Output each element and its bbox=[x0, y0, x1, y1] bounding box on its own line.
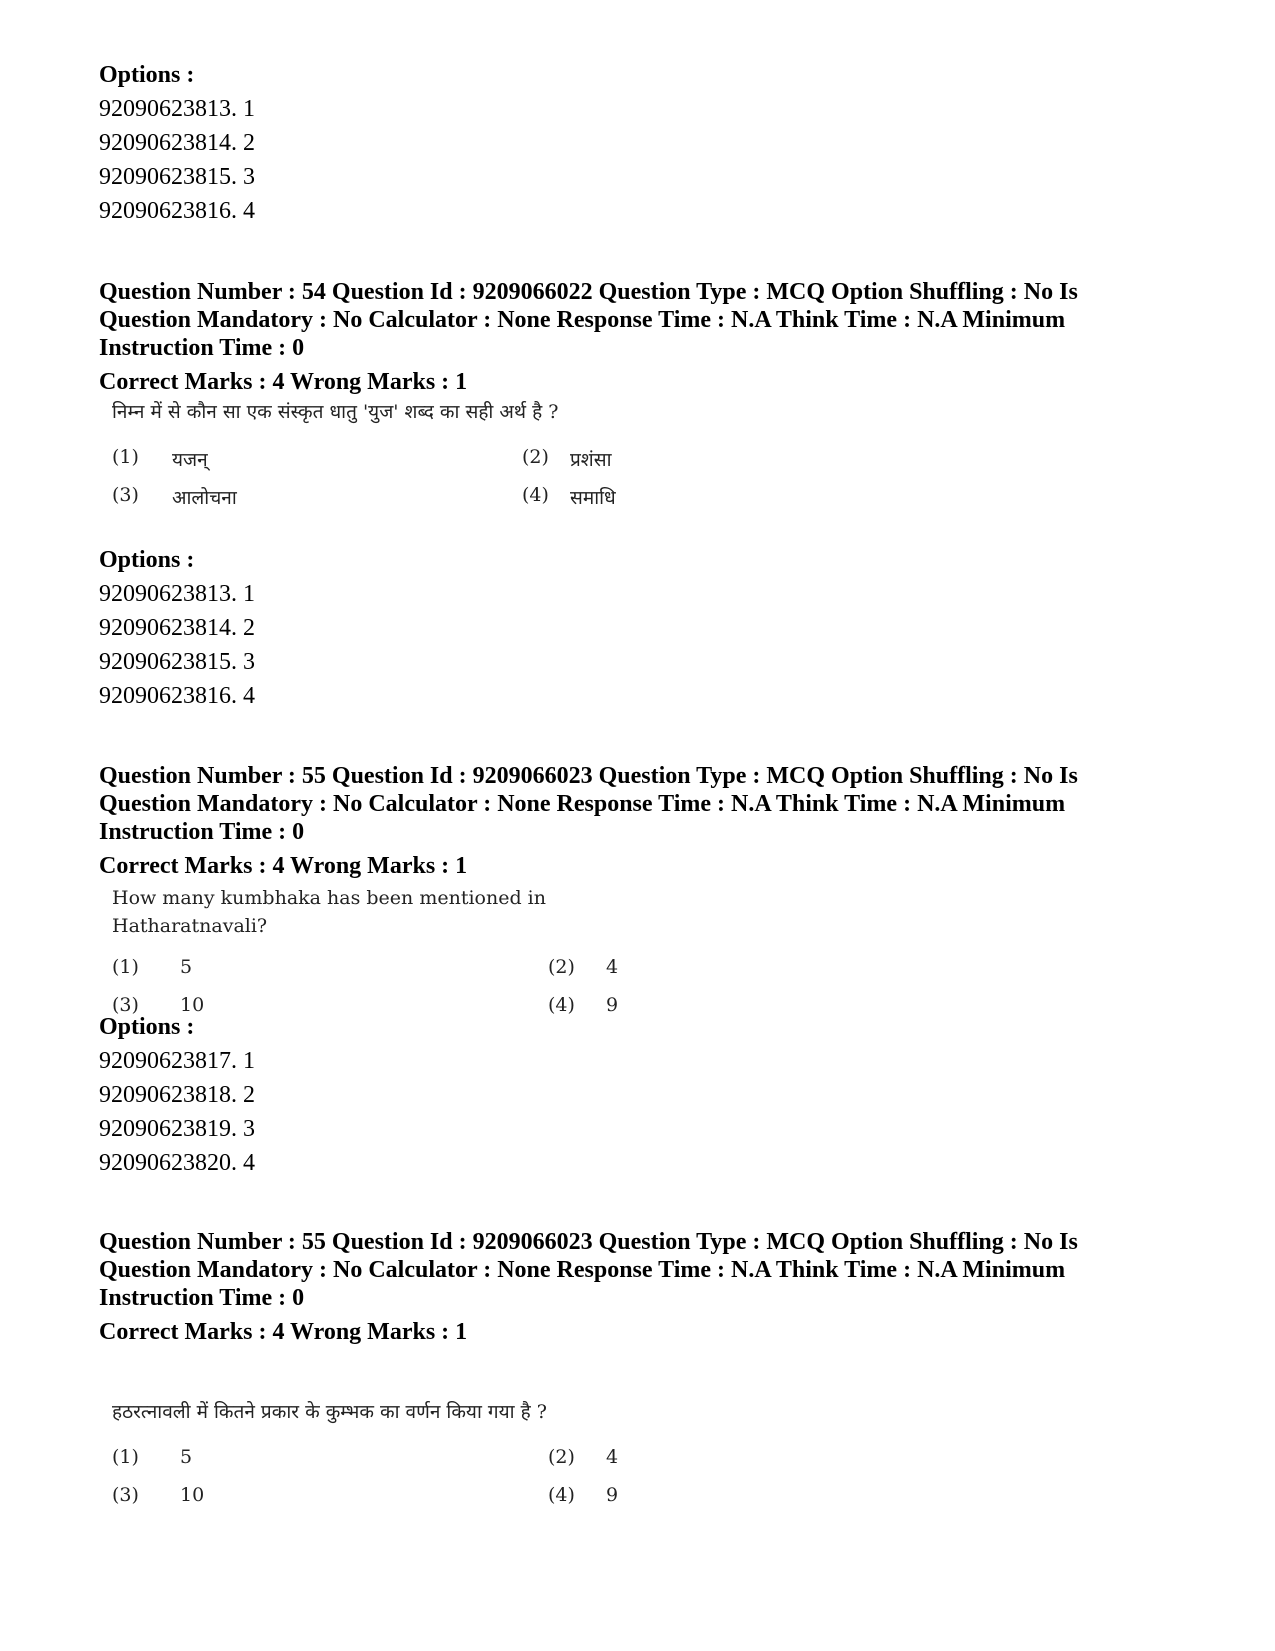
options-block bbox=[99, 543, 1165, 713]
question-54-image bbox=[112, 398, 672, 522]
choice-text: 9 bbox=[606, 994, 619, 1016]
options-label: Options : bbox=[99, 62, 195, 88]
choice-number: (3) bbox=[112, 1484, 139, 1506]
choice-number: (3) bbox=[112, 484, 139, 506]
options-block bbox=[99, 58, 1165, 228]
choice-number: (2) bbox=[548, 956, 575, 978]
option-line: 92090623816. 4 bbox=[99, 683, 255, 709]
choice-number: (3) bbox=[112, 994, 139, 1016]
choice-number: (4) bbox=[548, 994, 575, 1016]
question-meta: Question Number : 55 Question Id : 9209066023 Question Type : MCQ Option Shuffling : No Is Question Mandatory : No Calculator : None Response Time : N.A Think Time : N.A Minimum Instruction Time : 0 bbox=[99, 1229, 1078, 1311]
option-line: 92090623815. 3 bbox=[99, 649, 255, 675]
choice-text: 4 bbox=[606, 1446, 619, 1468]
choice-row bbox=[112, 1446, 672, 1484]
choice-text: आलोचना bbox=[172, 487, 237, 509]
choice-text: 9 bbox=[606, 1484, 619, 1506]
choice-row bbox=[112, 1484, 672, 1522]
option-line: 92090623820. 4 bbox=[99, 1150, 255, 1176]
choice-number: (4) bbox=[522, 484, 549, 506]
question-54-header bbox=[99, 278, 1165, 399]
options-label: Options : bbox=[99, 547, 195, 573]
option-line: 92090623816. 4 bbox=[99, 198, 255, 224]
choice-number: (1) bbox=[112, 446, 139, 468]
question-meta: Question Number : 55 Question Id : 9209066023 Question Type : MCQ Option Shuffling : No Is Question Mandatory : No Calculator : None Response Time : N.A Think Time : N.A Minimum Instruction Time : 0 bbox=[99, 763, 1078, 845]
option-line: 92090623815. 3 bbox=[99, 164, 255, 190]
option-line: 92090623819. 3 bbox=[99, 1116, 255, 1142]
choice-text: 10 bbox=[180, 1484, 205, 1506]
option-line: 92090623817. 1 bbox=[99, 1048, 255, 1074]
question-marks: Correct Marks : 4 Wrong Marks : 1 bbox=[99, 1319, 468, 1345]
question-text: निम्न में से कौन सा एक संस्कृत धातु 'युज' शब्द का सही अर्थ है ? bbox=[112, 401, 559, 423]
question-55-header bbox=[99, 762, 1165, 883]
choice-number: (2) bbox=[522, 446, 549, 468]
choice-text: 5 bbox=[180, 956, 193, 978]
choice-row bbox=[112, 484, 672, 522]
option-line: 92090623814. 2 bbox=[99, 130, 255, 156]
question-marks: Correct Marks : 4 Wrong Marks : 1 bbox=[99, 369, 468, 395]
option-line: 92090623813. 1 bbox=[99, 96, 255, 122]
question-text: How many kumbhaka has been mentioned in Hatharatnavali? bbox=[112, 887, 546, 937]
question-meta: Question Number : 54 Question Id : 9209066022 Question Type : MCQ Option Shuffling : No Is Question Mandatory : No Calculator : None Response Time : N.A Think Time : N.A Minimum Instruction Time : 0 bbox=[99, 279, 1078, 361]
choice-text: यजन् bbox=[172, 449, 208, 471]
choice-text: समाधि bbox=[570, 487, 616, 509]
choice-text: 4 bbox=[606, 956, 619, 978]
choice-number: (4) bbox=[548, 1484, 575, 1506]
question-55-hindi-image bbox=[112, 1398, 672, 1522]
choice-row bbox=[112, 446, 672, 484]
option-line: 92090623818. 2 bbox=[99, 1082, 255, 1108]
option-line: 92090623813. 1 bbox=[99, 581, 255, 607]
question-55-hindi-header bbox=[99, 1228, 1165, 1349]
choice-text: 5 bbox=[180, 1446, 193, 1468]
choice-number: (1) bbox=[112, 1446, 139, 1468]
option-line: 92090623814. 2 bbox=[99, 615, 255, 641]
options-block bbox=[99, 1010, 1165, 1180]
options-label: Options : bbox=[99, 1014, 195, 1040]
question-marks: Correct Marks : 4 Wrong Marks : 1 bbox=[99, 853, 468, 879]
choice-number: (1) bbox=[112, 956, 139, 978]
choice-number: (2) bbox=[548, 1446, 575, 1468]
choice-text: 10 bbox=[180, 994, 205, 1016]
question-text: हठरत्नावली में कितने प्रकार के कुम्भक का वर्णन किया गया है ? bbox=[112, 1401, 547, 1423]
choice-text: प्रशंसा bbox=[570, 449, 612, 471]
choice-row bbox=[112, 956, 672, 994]
